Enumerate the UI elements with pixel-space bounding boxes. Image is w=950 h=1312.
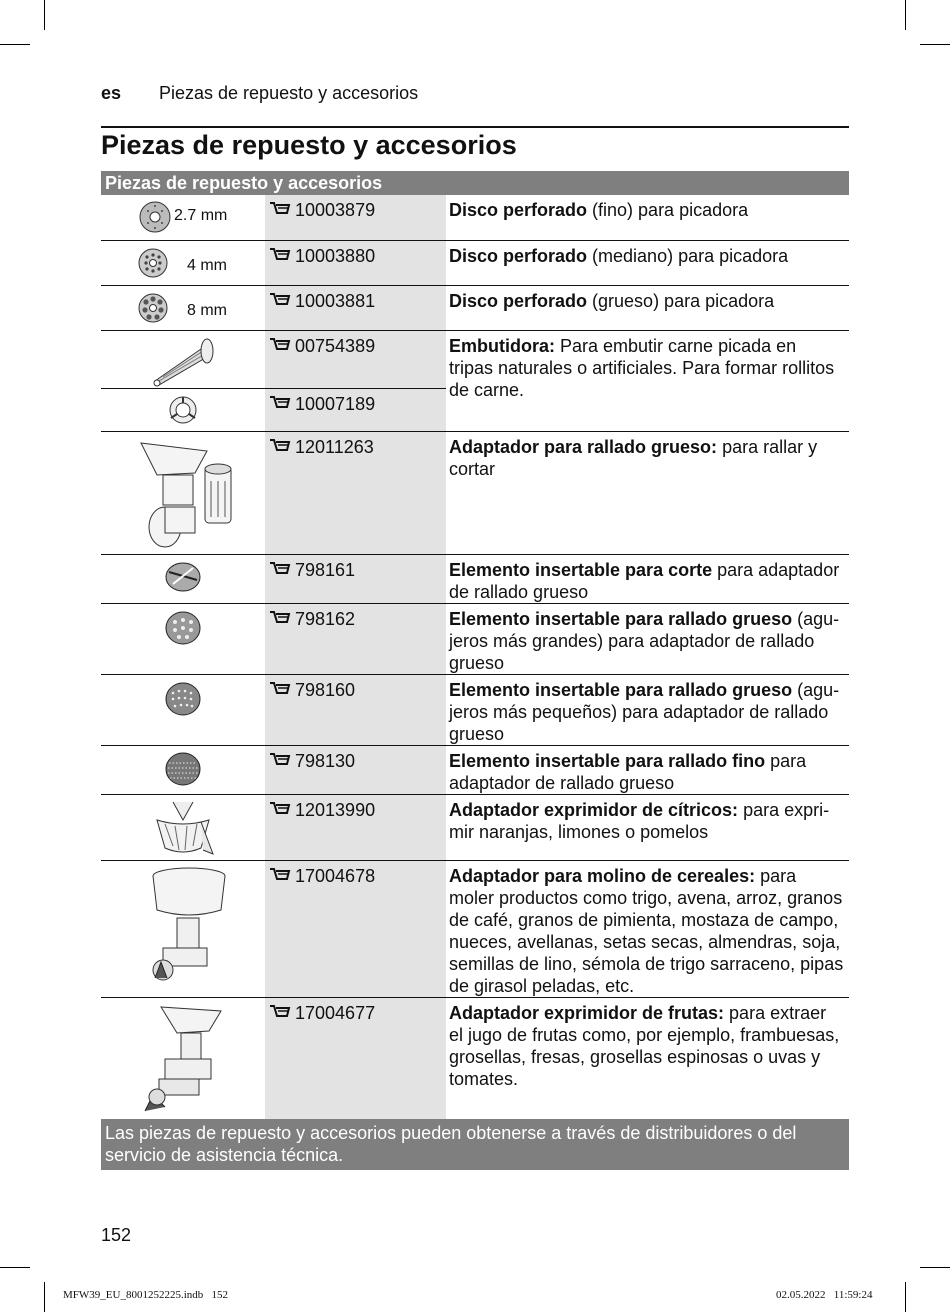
grating-drum-icon — [163, 679, 203, 719]
part-image-cell — [101, 674, 265, 745]
cart-icon — [269, 246, 291, 264]
part-number-cell — [265, 388, 446, 431]
header-rule — [101, 126, 849, 128]
part-description — [446, 603, 849, 674]
part-image-cell — [101, 240, 265, 285]
part-description — [446, 285, 849, 330]
part-description — [446, 554, 849, 603]
part-description — [446, 745, 849, 794]
table-row — [101, 240, 849, 285]
fine-grating-drum-icon — [163, 749, 203, 789]
crop-mark — [905, 1282, 906, 1312]
part-number: 10003881 — [295, 290, 376, 311]
part-number-cell — [265, 674, 446, 745]
crop-mark — [905, 0, 906, 30]
hole-size: 8 mm — [187, 301, 227, 319]
part-image-cell — [101, 285, 265, 330]
part-description — [446, 860, 849, 997]
part-name: Elemento insertable para rallado grueso — [449, 679, 793, 700]
part-name: Elemento insertable para rallado grueso — [449, 608, 793, 629]
part-number: 10003880 — [295, 245, 376, 266]
part-text: para expri-mir naranjas, limones o pomelos — [449, 799, 830, 842]
cart-icon — [269, 609, 291, 627]
part-image-cell — [101, 794, 265, 860]
crop-mark — [0, 1267, 30, 1268]
part-image-cell — [101, 745, 265, 794]
part-number: 10003879 — [295, 200, 376, 220]
table-row — [101, 431, 849, 554]
crop-mark — [920, 1267, 950, 1268]
part-name: Elemento insertable para corte — [449, 559, 713, 580]
cart-icon — [269, 680, 291, 698]
perforated-disc-icon — [135, 197, 175, 237]
part-description — [446, 195, 849, 240]
table-row — [101, 745, 849, 794]
part-text: para adaptador de rallado grueso — [449, 559, 840, 602]
part-description — [446, 997, 849, 1119]
part-number: 798161 — [295, 559, 356, 580]
perforated-disc-icon — [135, 290, 171, 326]
cart-icon — [269, 336, 291, 354]
page-number: 152 — [101, 1225, 132, 1245]
part-number-cell — [265, 431, 446, 554]
part-number-cell — [265, 330, 446, 388]
cart-icon — [269, 291, 291, 309]
cart-icon — [269, 200, 291, 218]
cart-icon — [269, 866, 291, 884]
part-text: (fino) para picadora — [587, 200, 749, 220]
part-image-cell — [101, 554, 265, 603]
part-name: Adaptador exprimidor de frutas: — [449, 1002, 725, 1023]
part-number: 12011263 — [295, 436, 374, 457]
part-name: Adaptador para rallado grueso: — [449, 436, 718, 457]
part-name: Adaptador para molino de cereales: — [449, 865, 756, 886]
part-number-cell — [265, 195, 446, 240]
grating-drum-icon — [163, 608, 203, 648]
part-text: (mediano) para picadora — [587, 245, 789, 266]
part-name: Embutidora: — [449, 335, 555, 356]
part-number-cell — [265, 997, 446, 1119]
part-number: 798130 — [295, 750, 356, 771]
part-text: (agu-jeros más grandes) para adaptador de rallado grueso — [449, 608, 840, 673]
part-name: Disco perforado — [449, 245, 588, 266]
table-caption: Piezas de repuesto y accesorios — [101, 171, 849, 195]
print-slug-file: MFW39_EU_8001252225.indb 152 — [63, 1289, 228, 1301]
running-title: Piezas de repuesto y accesorios — [159, 83, 419, 103]
crop-mark — [44, 0, 45, 30]
part-text: para adaptador de rallado grueso — [449, 750, 807, 793]
part-number: 17004677 — [295, 1002, 376, 1023]
part-text: (grueso) para picadora — [587, 290, 775, 311]
part-number-cell — [265, 603, 446, 674]
language-code: es — [101, 83, 122, 103]
part-text: para moler productos como trigo, avena, arroz, granos de café, granos de pimienta, mostaza de campo, nueces, avellanas, setas secas, almendras, soja, semillas de lino, sémola de trigo sarraceno, pipas de girasol peladas, etc. — [449, 865, 844, 996]
part-name: Elemento insertable para rallado fino — [449, 750, 766, 771]
part-image-cell — [101, 603, 265, 674]
part-name: Adaptador exprimidor de cítricos: — [449, 799, 739, 820]
cart-icon — [269, 560, 291, 578]
part-description — [446, 330, 849, 431]
part-image-cell — [101, 388, 265, 431]
table-row — [101, 860, 849, 997]
spacer-ring-icon — [167, 394, 199, 426]
crop-mark — [920, 44, 950, 45]
grating-adapter-icon — [135, 435, 245, 553]
crop-mark — [0, 44, 30, 45]
table-row — [101, 997, 849, 1119]
part-name: Disco perforado — [449, 200, 588, 220]
part-number-cell — [265, 285, 446, 330]
table-row — [101, 330, 849, 388]
part-name: Disco perforado — [449, 290, 588, 311]
part-image-cell — [101, 860, 265, 997]
cart-icon — [269, 800, 291, 818]
table-row — [101, 603, 849, 674]
part-number: 17004678 — [295, 865, 376, 886]
table-footer-note: Las piezas de repuesto y accesorios pueden obtenerse a través de distribuidores o del servicio de asistencia técnica. — [101, 1119, 849, 1170]
part-description — [446, 240, 849, 285]
table-row — [101, 674, 849, 745]
hole-size: 4 mm — [187, 256, 227, 274]
part-number: 00754389 — [295, 335, 376, 356]
sausage-filler-icon — [149, 335, 219, 387]
crop-mark — [44, 1282, 45, 1312]
part-text: para rallar y cortar — [449, 436, 818, 479]
cart-icon — [269, 751, 291, 769]
hole-size: 2.7 mm — [174, 207, 228, 224]
running-header — [101, 83, 418, 104]
part-image-cell — [101, 431, 265, 554]
part-text: (agu-jeros más pequeños) para adaptador de rallado grueso — [449, 679, 840, 744]
part-number-cell — [265, 860, 446, 997]
cart-icon — [269, 437, 291, 455]
part-number: 10007189 — [295, 393, 376, 414]
part-description — [446, 674, 849, 745]
parts-table — [101, 171, 849, 1170]
part-image-cell — [101, 997, 265, 1119]
perforated-disc-icon — [135, 245, 171, 281]
part-image-cell — [101, 195, 265, 240]
part-description — [446, 431, 849, 554]
table-row — [101, 554, 849, 603]
part-number: 798162 — [295, 608, 356, 629]
part-number: 12013990 — [295, 799, 376, 820]
part-text: para extraer el jugo de frutas como, por ejemplo, frambuesas, grosellas, fresas, grosellas espinosas o uvas y tomates. — [449, 1002, 840, 1089]
fruit-press-icon — [139, 1001, 229, 1117]
part-text: Para embutir carne picada en tripas naturales o artificiales. Para formar rollitos de carne. — [449, 335, 835, 400]
cart-icon — [269, 394, 291, 412]
table-row — [101, 794, 849, 860]
part-description — [446, 794, 849, 860]
part-number-cell — [265, 240, 446, 285]
part-number-cell — [265, 745, 446, 794]
part-number: 798160 — [295, 679, 356, 700]
print-slug-date: 02.05.2022 11:59:24 — [776, 1289, 873, 1301]
part-number-cell — [265, 554, 446, 603]
table-row — [101, 285, 849, 330]
cart-icon — [269, 1003, 291, 1021]
table-row — [101, 195, 849, 240]
page-title: Piezas de repuesto y accesorios — [101, 130, 517, 160]
cutting-drum-icon — [163, 560, 203, 594]
citrus-press-icon — [151, 798, 215, 858]
part-number-cell — [265, 794, 446, 860]
grain-mill-icon — [149, 866, 229, 990]
part-image-cell — [101, 330, 265, 388]
